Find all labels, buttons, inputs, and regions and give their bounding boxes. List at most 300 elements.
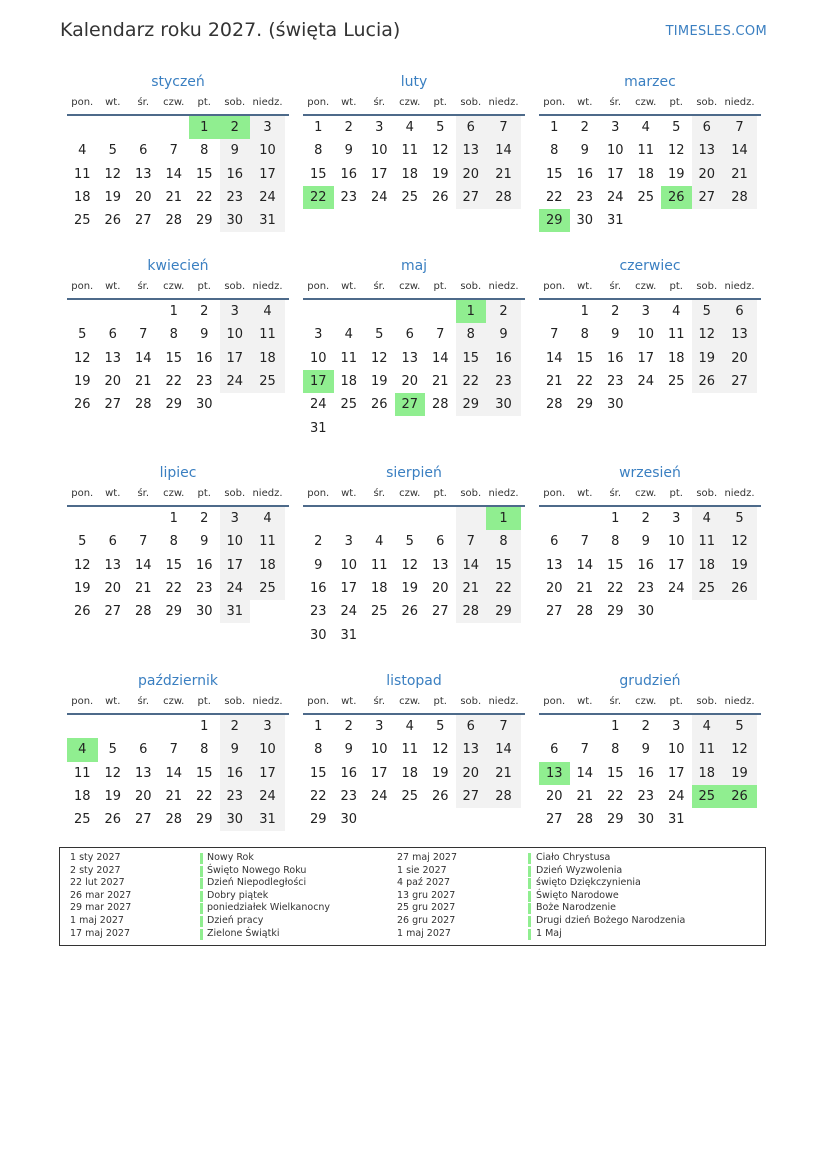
day-cell: 24 [220, 577, 251, 600]
legend-holiday-name: Dzień Wyzwolenia [536, 864, 623, 876]
empty-day-cell [303, 507, 334, 530]
weekday-label: czw. [635, 487, 657, 499]
day-cell: 3 [672, 511, 681, 527]
weekday-label: śr. [137, 695, 150, 707]
day-cell: 10 [220, 530, 251, 553]
month-name: czerwiec [619, 258, 681, 274]
day-cell: 10 [637, 327, 655, 343]
day-cell: 19 [667, 166, 685, 182]
day-cell: 11 [401, 143, 419, 159]
month-block [67, 463, 289, 623]
day-cell: 27 [431, 604, 449, 620]
day-cell: 13 [401, 350, 419, 366]
day-cell: 5 [78, 327, 87, 343]
empty-day-cell [220, 393, 251, 416]
day-cell: 4 [78, 143, 87, 159]
day-cell: 4 [672, 304, 681, 320]
empty-day-cell [722, 209, 757, 232]
empty-day-cell [486, 416, 521, 439]
day-cell: 24 [637, 374, 655, 390]
day-cell: 11 [667, 327, 685, 343]
day-cell: 3 [314, 327, 323, 343]
day-cell: 8 [169, 534, 178, 550]
legend-date: 4 paź 2027 [397, 877, 451, 889]
day-cell: 13 [431, 557, 449, 573]
day-cell: 2 [314, 534, 323, 550]
day-cell: 21 [486, 762, 521, 785]
day-cell: 6 [139, 143, 148, 159]
day-cell: 5 [692, 300, 723, 323]
day-cell: 3 [220, 507, 251, 530]
weekday-label: pon. [543, 280, 566, 292]
weekday-label: niedz. [724, 96, 755, 108]
holiday-day-cell: 29 [539, 209, 570, 232]
weekday-label: śr. [373, 487, 386, 499]
day-cell: 21 [134, 581, 152, 597]
day-cell: 6 [436, 534, 445, 550]
day-cell: 20 [456, 762, 487, 785]
month-block [539, 671, 761, 831]
weekday-label: pt. [197, 487, 211, 499]
weekday-label: wt. [341, 487, 357, 499]
day-cell: 6 [456, 715, 487, 738]
weekday-label: pt. [197, 280, 211, 292]
weekday-header [539, 691, 761, 711]
day-cell: 30 [195, 604, 213, 620]
weekday-label: czw. [399, 280, 421, 292]
weekday-label: niedz. [488, 695, 519, 707]
day-cell: 21 [134, 374, 152, 390]
day-cell: 1 [200, 719, 209, 735]
day-cell: 11 [340, 350, 358, 366]
day-cell: 15 [606, 557, 624, 573]
weekday-label: pon. [71, 96, 94, 108]
empty-day-cell [159, 715, 190, 738]
day-cell: 22 [545, 190, 563, 206]
weekday-label: wt. [577, 280, 593, 292]
day-cell: 3 [672, 719, 681, 735]
empty-day-cell [425, 808, 456, 831]
day-cell: 7 [139, 534, 148, 550]
day-cell: 12 [431, 143, 449, 159]
day-cell: 9 [220, 738, 251, 761]
day-cell: 9 [641, 534, 650, 550]
empty-day-cell [692, 209, 723, 232]
weekday-label: pt. [669, 695, 683, 707]
weekday-label: śr. [609, 280, 622, 292]
weekday-label: śr. [373, 695, 386, 707]
day-cell: 12 [73, 557, 91, 573]
day-cell: 25 [637, 190, 655, 206]
day-cell: 5 [108, 742, 117, 758]
day-cell: 25 [401, 789, 419, 805]
legend-holiday-name: Dzień Niepodległości [207, 877, 307, 889]
day-cell: 18 [340, 374, 358, 390]
empty-day-cell [395, 808, 426, 831]
empty-day-cell [250, 600, 285, 623]
holiday-day-cell: 22 [303, 186, 334, 209]
day-cell: 10 [370, 742, 388, 758]
day-cell: 4 [250, 300, 285, 323]
month-block [67, 256, 289, 416]
day-cell: 19 [722, 762, 757, 785]
legend-marker [200, 929, 203, 940]
holiday-day-cell: 27 [395, 393, 426, 416]
days-grid [67, 300, 289, 416]
legend-marker [200, 916, 203, 927]
day-cell: 25 [73, 812, 91, 828]
day-cell: 11 [250, 323, 285, 346]
day-cell: 21 [576, 789, 594, 805]
day-cell: 31 [220, 600, 251, 623]
legend-date: 17 maj 2027 [70, 927, 131, 939]
day-cell: 14 [486, 139, 521, 162]
weekday-label: sob. [460, 280, 482, 292]
day-cell: 29 [486, 600, 521, 623]
day-cell: 9 [220, 139, 251, 162]
legend-holiday-name: święto Dziękczynienia [536, 877, 641, 889]
weekday-label: pon. [307, 280, 330, 292]
day-cell: 10 [309, 350, 327, 366]
day-cell: 15 [309, 765, 327, 781]
day-cell: 24 [370, 789, 388, 805]
legend-holiday-name: Święto Nowego Roku [207, 864, 307, 876]
weekday-label: śr. [373, 280, 386, 292]
day-cell: 14 [134, 557, 152, 573]
weekday-label: wt. [105, 487, 121, 499]
empty-day-cell [128, 507, 159, 530]
empty-day-cell [364, 300, 395, 323]
day-cell: 17 [637, 350, 655, 366]
day-cell: 21 [486, 163, 521, 186]
weekday-label: niedz. [252, 487, 283, 499]
weekday-label: niedz. [724, 487, 755, 499]
legend-marker [528, 929, 531, 940]
legend-holiday-name: 1 Maj [536, 927, 562, 939]
empty-day-cell [425, 507, 456, 530]
legend-date: 29 mar 2027 [70, 902, 132, 914]
day-cell: 31 [250, 209, 285, 232]
day-cell: 2 [611, 304, 620, 320]
holiday-day-cell: 1 [486, 507, 521, 530]
weekday-label: wt. [105, 695, 121, 707]
day-cell: 10 [667, 742, 685, 758]
day-cell: 26 [73, 397, 91, 413]
day-cell: 29 [165, 397, 183, 413]
day-cell: 11 [692, 530, 723, 553]
holiday-day-cell: 1 [456, 300, 487, 323]
month-block [539, 256, 761, 416]
weekday-header [67, 691, 289, 711]
day-cell: 23 [220, 186, 251, 209]
day-cell: 23 [606, 374, 624, 390]
day-cell: 12 [370, 350, 388, 366]
days-grid [67, 507, 289, 623]
weekday-label: czw. [163, 487, 185, 499]
holiday-legend [59, 847, 766, 946]
day-cell: 8 [486, 530, 521, 553]
day-cell: 17 [667, 557, 685, 573]
day-cell: 18 [401, 166, 419, 182]
weekday-label: pon. [71, 487, 94, 499]
day-cell: 18 [692, 762, 723, 785]
weekday-label: pt. [669, 96, 683, 108]
day-cell: 23 [195, 581, 213, 597]
weekday-label: pt. [669, 280, 683, 292]
day-cell: 23 [220, 785, 251, 808]
holiday-day-cell: 2 [220, 116, 251, 139]
empty-day-cell [67, 300, 98, 323]
day-cell: 28 [576, 604, 594, 620]
day-cell: 20 [401, 374, 419, 390]
day-cell: 23 [637, 581, 655, 597]
weekday-header [539, 92, 761, 112]
day-cell: 16 [486, 347, 521, 370]
day-cell: 15 [545, 166, 563, 182]
day-cell: 30 [606, 397, 624, 413]
legend-marker [528, 878, 531, 889]
legend-marker [200, 891, 203, 902]
day-cell: 14 [431, 350, 449, 366]
weekday-label: śr. [609, 96, 622, 108]
day-cell: 10 [250, 139, 285, 162]
legend-holiday-name: Dzień pracy [207, 915, 264, 926]
weekday-label: wt. [577, 96, 593, 108]
day-cell: 26 [401, 604, 419, 620]
day-cell: 29 [456, 393, 487, 416]
empty-day-cell [250, 393, 285, 416]
day-cell: 1 [169, 304, 178, 320]
day-cell: 22 [606, 581, 624, 597]
weekday-label: sob. [460, 695, 482, 707]
empty-day-cell [364, 507, 395, 530]
weekday-header [539, 483, 761, 503]
day-cell: 5 [108, 143, 117, 159]
weekday-label: pon. [543, 695, 566, 707]
month-name: sierpień [386, 465, 442, 481]
day-cell: 24 [309, 397, 327, 413]
day-cell: 24 [606, 190, 624, 206]
legend-date: 1 maj 2027 [397, 927, 451, 939]
day-cell: 30 [220, 209, 251, 232]
day-cell: 14 [456, 554, 487, 577]
day-cell: 7 [139, 327, 148, 343]
month-name: lipiec [159, 465, 197, 481]
day-cell: 30 [340, 812, 358, 828]
day-cell: 25 [250, 577, 285, 600]
weekday-label: niedz. [252, 96, 283, 108]
day-cell: 28 [134, 604, 152, 620]
day-cell: 31 [667, 812, 685, 828]
day-cell: 31 [250, 808, 285, 831]
empty-day-cell [364, 623, 395, 646]
legend-date: 2 sty 2027 [70, 864, 121, 876]
day-cell: 14 [165, 765, 183, 781]
day-cell: 8 [550, 143, 559, 159]
day-cell: 2 [220, 715, 251, 738]
weekday-header [67, 483, 289, 503]
day-cell: 9 [344, 742, 353, 758]
empty-day-cell [539, 300, 570, 323]
day-cell: 29 [195, 213, 213, 229]
day-cell: 20 [545, 789, 563, 805]
day-cell: 3 [250, 715, 285, 738]
day-cell: 17 [250, 163, 285, 186]
day-cell: 8 [611, 742, 620, 758]
weekday-label: pt. [197, 96, 211, 108]
empty-day-cell [692, 393, 723, 416]
day-cell: 18 [250, 554, 285, 577]
weekday-label: czw. [635, 280, 657, 292]
day-cell: 8 [314, 742, 323, 758]
weekday-header [303, 691, 525, 711]
weekday-label: śr. [137, 96, 150, 108]
day-cell: 25 [73, 213, 91, 229]
day-cell: 21 [722, 163, 757, 186]
day-cell: 22 [456, 370, 487, 393]
month-name: luty [400, 74, 428, 90]
day-cell: 9 [611, 327, 620, 343]
day-cell: 1 [550, 120, 559, 136]
month-name: grudzień [619, 673, 681, 689]
day-cell: 16 [637, 765, 655, 781]
weekday-label: niedz. [252, 695, 283, 707]
day-cell: 14 [486, 738, 521, 761]
day-cell: 14 [576, 765, 594, 781]
day-cell: 9 [200, 327, 209, 343]
day-cell: 3 [375, 120, 384, 136]
day-cell: 26 [431, 789, 449, 805]
days-grid [303, 300, 525, 440]
empty-day-cell [128, 715, 159, 738]
legend-date: 1 sie 2027 [397, 864, 447, 876]
day-cell: 29 [606, 604, 624, 620]
day-cell: 5 [436, 120, 445, 136]
day-cell: 23 [340, 789, 358, 805]
empty-day-cell [334, 507, 365, 530]
legend-marker [528, 853, 531, 864]
day-cell: 19 [370, 374, 388, 390]
day-cell: 13 [692, 139, 723, 162]
empty-day-cell [98, 116, 129, 139]
weekday-label: pt. [433, 96, 447, 108]
day-cell: 17 [250, 762, 285, 785]
day-cell: 17 [606, 166, 624, 182]
weekday-label: niedz. [488, 280, 519, 292]
day-cell: 9 [344, 143, 353, 159]
day-cell: 10 [667, 534, 685, 550]
day-cell: 28 [134, 397, 152, 413]
day-cell: 22 [195, 190, 213, 206]
day-cell: 8 [200, 742, 209, 758]
day-cell: 30 [637, 604, 655, 620]
empty-day-cell [661, 393, 692, 416]
weekday-label: sob. [224, 96, 246, 108]
day-cell: 6 [550, 742, 559, 758]
day-cell: 2 [344, 719, 353, 735]
legend-date: 27 maj 2027 [397, 852, 458, 863]
day-cell: 12 [104, 166, 122, 182]
day-cell: 12 [104, 765, 122, 781]
day-cell: 13 [456, 139, 487, 162]
day-cell: 10 [340, 557, 358, 573]
day-cell: 23 [340, 190, 358, 206]
day-cell: 27 [456, 186, 487, 209]
day-cell: 3 [375, 719, 384, 735]
weekday-header [539, 276, 761, 296]
day-cell: 21 [456, 577, 487, 600]
empty-day-cell [67, 715, 98, 738]
day-cell: 7 [580, 534, 589, 550]
legend-holiday-name: Boże Narodzenie [536, 902, 616, 914]
day-cell: 2 [200, 304, 209, 320]
site-link[interactable]: TIMESLES.COM [665, 24, 767, 39]
day-cell: 14 [722, 139, 757, 162]
weekday-label: czw. [399, 695, 421, 707]
empty-day-cell [722, 600, 757, 623]
weekday-label: wt. [577, 695, 593, 707]
day-cell: 7 [486, 715, 521, 738]
day-cell: 29 [195, 812, 213, 828]
holiday-day-cell: 13 [539, 762, 570, 785]
day-cell: 1 [611, 719, 620, 735]
empty-day-cell [539, 507, 570, 530]
day-cell: 28 [545, 397, 563, 413]
day-cell: 3 [641, 304, 650, 320]
day-cell: 19 [431, 765, 449, 781]
weekday-label: sob. [696, 487, 718, 499]
day-cell: 6 [108, 534, 117, 550]
legend-date: 13 gru 2027 [397, 889, 456, 901]
weekday-header [303, 483, 525, 503]
day-cell: 5 [722, 715, 757, 738]
day-cell: 28 [165, 213, 183, 229]
day-cell: 16 [220, 762, 251, 785]
days-grid [539, 116, 761, 232]
day-cell: 3 [220, 300, 251, 323]
day-cell: 23 [309, 604, 327, 620]
day-cell: 11 [637, 143, 655, 159]
day-cell: 14 [545, 350, 563, 366]
day-cell: 23 [576, 190, 594, 206]
legend-marker [200, 866, 203, 877]
day-cell: 30 [637, 812, 655, 828]
empty-day-cell [631, 393, 662, 416]
holiday-day-cell: 26 [661, 186, 692, 209]
weekday-header [67, 276, 289, 296]
day-cell: 24 [250, 785, 285, 808]
weekday-label: sob. [696, 695, 718, 707]
day-cell: 3 [250, 116, 285, 139]
empty-day-cell [486, 808, 521, 831]
day-cell: 28 [722, 186, 757, 209]
day-cell: 19 [104, 789, 122, 805]
empty-day-cell [395, 507, 426, 530]
legend-date: 26 mar 2027 [70, 889, 132, 901]
day-cell: 10 [370, 143, 388, 159]
day-cell: 24 [340, 604, 358, 620]
empty-day-cell [486, 623, 521, 646]
legend-marker [528, 866, 531, 877]
day-cell: 16 [195, 350, 213, 366]
day-cell: 24 [667, 789, 685, 805]
day-cell: 7 [550, 327, 559, 343]
day-cell: 21 [545, 374, 563, 390]
weekday-label: czw. [635, 96, 657, 108]
day-cell: 12 [692, 323, 723, 346]
day-cell: 12 [722, 738, 757, 761]
weekday-label: wt. [341, 695, 357, 707]
